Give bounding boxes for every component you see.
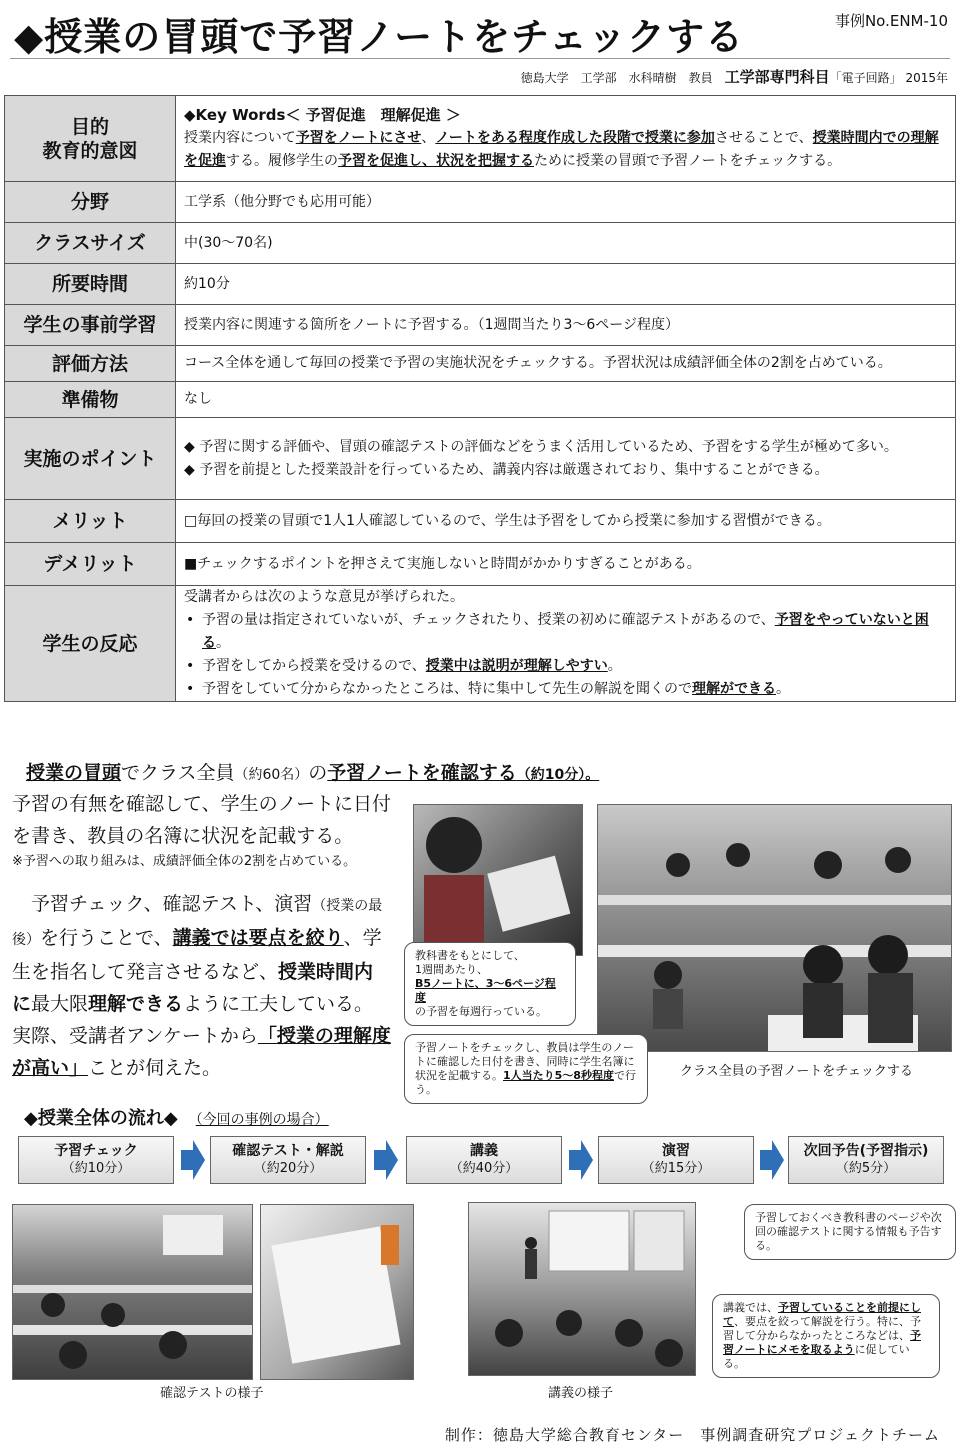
- table-row: [5, 500, 956, 543]
- emphasis: 授業中は説明が理解しやすい: [425, 658, 608, 674]
- paragraph-design: [12, 888, 392, 1084]
- text-run: させることで、: [714, 130, 813, 146]
- materials-value: なし: [176, 382, 956, 418]
- flow-step-prep-check: [18, 1136, 174, 1184]
- text-run: 予習ノートをチェックし、教員は学生のノートに確認した日付を書き、同時に学生名簿に状況を記載する。: [415, 1041, 635, 1082]
- emphasis: 予習を促進し、状況を把握する: [338, 153, 534, 169]
- table-row: [5, 223, 956, 264]
- step-name: 次回予告(予習指示): [803, 1143, 929, 1159]
- arrow-right-icon: [374, 1140, 398, 1180]
- flow-title-text: ◆授業全体の流れ◆: [24, 1108, 178, 1129]
- photo-caption: クラス全員の予習ノートをチェックする: [680, 1064, 913, 1079]
- photo-classroom-check: [597, 804, 952, 1052]
- text-run: 最大限: [31, 993, 89, 1015]
- text-run: （約60名）: [234, 767, 309, 783]
- table-row: [5, 305, 956, 346]
- point-item: ◆ 予習に関する評価や、冒頭の確認テストの評価などをうまく活用しているため、予習をする学生が極めて多い。: [184, 438, 898, 455]
- text-run: で行う。: [415, 1069, 636, 1096]
- text-run: の予習を毎週行っている。: [415, 1005, 547, 1018]
- text-run: 、: [421, 130, 436, 146]
- points-cell: [176, 418, 956, 500]
- time-value: 約10分: [176, 264, 956, 305]
- caption-lecture: 講義の様子: [548, 1386, 614, 1401]
- text-run: 予習をしていて分からなかったところは、特に集中して先生の解説を聞くので: [202, 681, 692, 697]
- emphasis: B5ノートに、3～6ページ程度: [415, 977, 556, 1004]
- reaction-intro: 受講者からは次のような意見が挙げられた。: [184, 589, 464, 605]
- caption-test: 確認テストの様子: [160, 1386, 264, 1401]
- step-time: （約15分）: [641, 1161, 711, 1176]
- arrow-right-icon: [760, 1140, 784, 1180]
- step-name: 予習チェック: [54, 1143, 138, 1159]
- footer-credit: 制作：徳島大学総合教育センター 事例調査研究プロジェクトチーム: [444, 1426, 940, 1444]
- text-run: 教科書をもとにして、: [415, 949, 525, 962]
- table-row: [5, 543, 956, 586]
- class-size-value: 中(30～70名): [176, 223, 956, 264]
- purpose-text: [184, 127, 947, 173]
- step-time: （約20分）: [253, 1161, 323, 1176]
- demerit-value: ■チェックするポイントを押さえて実施しないと時間がかかりすぎることがある。: [176, 543, 956, 586]
- emphasis: 授業の冒頭: [26, 762, 122, 784]
- paragraph-check: 予習の有無を確認して、学生のノートに日付を書き、教員の名簿に状況を記載する。: [12, 793, 392, 847]
- emphasis: 予習をやっていないと困る: [202, 612, 929, 651]
- text-run: 予習をしてから授業を受けるので、: [202, 658, 426, 674]
- step-name: 演習: [662, 1143, 690, 1159]
- text-run: （授業の最後）: [12, 898, 383, 948]
- emphasis: 予習ノートにメモを取るよう: [723, 1329, 921, 1356]
- emphasis: 授業時間内に: [12, 961, 374, 1015]
- intent-label: 教育的意図: [42, 139, 138, 162]
- text-run: 、学生を指名して発言させるなど、: [12, 927, 382, 983]
- purpose-label: 目的: [70, 115, 109, 138]
- page-title: ◆授業の冒頭で予習ノートをチェックする: [14, 15, 744, 59]
- photo-test: [12, 1204, 253, 1380]
- field-header: 分野: [5, 182, 176, 223]
- keywords: ◆Key Words＜ 予習促進 理解促進 ＞: [184, 106, 461, 124]
- case-number: 事例No.ENM-10: [834, 12, 948, 30]
- emphasis: 講義では要点を絞り: [172, 927, 344, 949]
- merit-value: □毎回の授業の冒頭で1人1人確認しているので、学生は予習をしてから授業に参加する習慣ができる。: [176, 500, 956, 543]
- step-name: 講義: [470, 1143, 498, 1159]
- points-header: 実施のポイント: [5, 418, 176, 500]
- table-row: [5, 96, 956, 182]
- table-row: [5, 346, 956, 382]
- flow-step-test: [210, 1136, 366, 1184]
- subject-suffix: 「電子回路」 2015年: [829, 71, 948, 85]
- text-run: 予習の量は指定されていないが、チェックされたり、授業の初めに確認テストがあるので、: [202, 612, 775, 628]
- flow-subtitle: （今回の事例の場合）: [195, 1112, 329, 1128]
- class-size-header: クラスサイズ: [5, 223, 176, 264]
- emphasis: 予習をノートにさせ: [295, 130, 422, 146]
- point-item: ◆ 予習を前提とした授業設計を行っているため、講義内容は厳選されており、集中することができる。: [184, 461, 829, 478]
- step-name: 確認テスト・解説: [232, 1143, 344, 1159]
- paragraph-note: ※予習への取り組みは、成績評価全体の2割を占めている。: [12, 854, 357, 869]
- emphasis: 予習ノートを確認する: [327, 762, 517, 784]
- text-run: ように工夫している。実際、受講者アンケートから: [12, 993, 374, 1047]
- purpose-header: [5, 96, 176, 182]
- table-row: [5, 586, 956, 702]
- text-run: の: [308, 762, 328, 784]
- callout-check-method: [404, 1034, 648, 1104]
- list-item: [202, 678, 947, 701]
- photo-illustration: [414, 805, 582, 955]
- field-value: 工学系（他分野でも応用可能）: [176, 182, 956, 223]
- text-run: する。履修学生の: [226, 153, 338, 169]
- callout-next-preview: 予習しておくべき教科書のページや次回の確認テストに関する情報も予告する。: [744, 1204, 956, 1260]
- table-row: [5, 264, 956, 305]
- photo-illustration: [598, 805, 951, 1051]
- time-header: 所要時間: [5, 264, 176, 305]
- list-item: [202, 655, 947, 678]
- text-run: 授業内容について: [184, 130, 296, 146]
- flow-step-exercise: [598, 1136, 754, 1184]
- title-divider: [10, 58, 950, 59]
- photo-note-closeup: [413, 804, 583, 956]
- flow-step-lecture: [406, 1136, 562, 1184]
- text-run: ことが伺えた。: [88, 1057, 222, 1079]
- text-run: 予習チェック、確認テスト、演習: [31, 893, 313, 915]
- photo-illustration: [469, 1203, 695, 1375]
- author-line: [521, 66, 948, 87]
- text-run: 。: [776, 681, 790, 697]
- step-time: （約10分）: [61, 1161, 131, 1176]
- emphasis: 1人当たり5～8秒程度: [503, 1069, 614, 1082]
- text-run: 。: [216, 635, 230, 651]
- merit-header: メリット: [5, 500, 176, 543]
- table-row: [5, 382, 956, 418]
- step-time: （約40分）: [449, 1161, 519, 1176]
- purpose-cell: [176, 96, 956, 182]
- emphasis: 「授業の理解度が高い」: [12, 1025, 391, 1079]
- emphasis: 理解ができる: [692, 681, 776, 697]
- text-run: 講義では、: [723, 1301, 778, 1314]
- list-item: [202, 609, 947, 655]
- emphasis: 授業時間内での理解を促進: [184, 130, 939, 169]
- photo-test-closeup: [260, 1204, 414, 1380]
- eval-header: 評価方法: [5, 346, 176, 382]
- reaction-list: [184, 609, 947, 701]
- reaction-header: 学生の反応: [5, 586, 176, 702]
- section-heading: [26, 758, 599, 785]
- emphasis: 予習していることを前提にして: [723, 1301, 921, 1328]
- reaction-cell: [176, 586, 956, 702]
- demerit-header: デメリット: [5, 543, 176, 586]
- table-row: [5, 418, 956, 500]
- author-prefix: 徳島大学 工学部 水科晴樹 教員: [520, 71, 725, 85]
- callout-lecture: [712, 1294, 940, 1378]
- prep-header: 学生の事前学習: [5, 305, 176, 346]
- arrow-right-icon: [181, 1140, 205, 1180]
- text-run: 、要点を絞って解説を行う。特に、予習して分からなかったところなどは、: [723, 1315, 921, 1342]
- prep-value: 授業内容に関連する箇所をノートに予習する。（1週間当たり3～6ページ程度）: [176, 305, 956, 346]
- photo-lecture: [468, 1202, 696, 1376]
- text-run: 。: [607, 658, 622, 674]
- eval-value: コース全体を通して毎回の授業で予習の実施状況をチェックする。予習状況は成績評価全体の2割を占めている。: [176, 346, 956, 382]
- arrow-right-icon: [569, 1140, 593, 1180]
- emphasis: 理解できる: [88, 993, 184, 1015]
- flow-step-next: [788, 1136, 944, 1184]
- flow-title: [24, 1104, 329, 1130]
- text-run: 1週間あたり、: [415, 963, 488, 976]
- emphasis: ノートをある程度作成した段階で授業に参加: [435, 130, 715, 146]
- table-row: [5, 182, 956, 223]
- text-run: を行うことで、: [40, 927, 173, 949]
- text-run: に促している。: [723, 1343, 910, 1370]
- step-time: （約5分）: [835, 1161, 897, 1176]
- info-table: [4, 95, 956, 702]
- callout-prep-amount: [404, 942, 576, 1026]
- emphasis: （約10分）。: [516, 767, 600, 783]
- text-run: ために授業の冒頭で予習ノートをチェックする。: [534, 153, 842, 169]
- text-run: でクラス全員: [121, 762, 235, 784]
- subject-label: 工学部専門科目: [724, 68, 830, 86]
- photo-illustration: [13, 1205, 252, 1379]
- photo-illustration: [261, 1205, 413, 1379]
- materials-header: 準備物: [5, 382, 176, 418]
